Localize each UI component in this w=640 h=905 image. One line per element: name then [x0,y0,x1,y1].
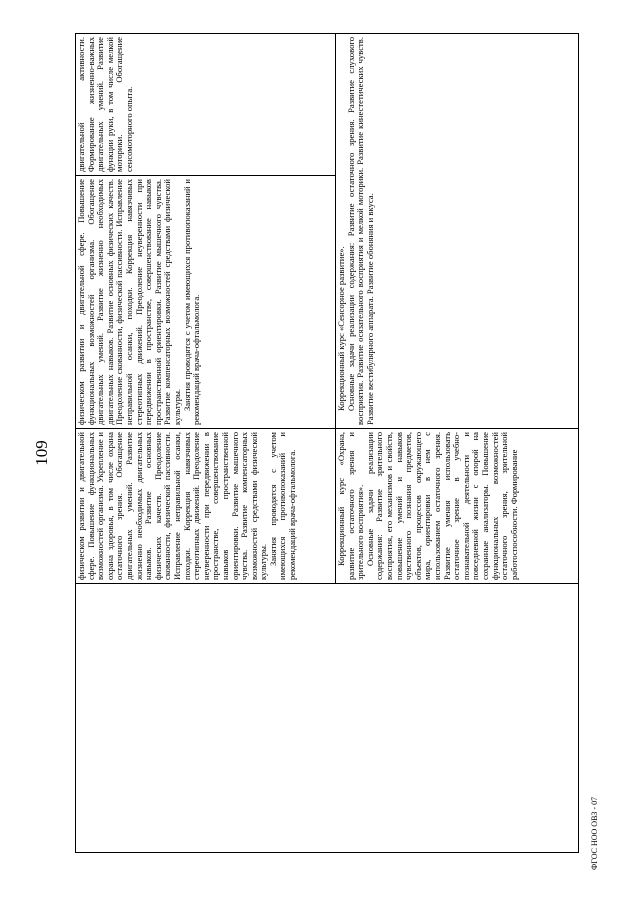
cell-sensory-course [336,34,579,429]
cell-physical-aoop-a [76,429,336,584]
cell-text: физическом развитии и двигательной сфере. Повышение функциональных возможностей организма. Обогащение двигательных умений. Развитие жизненно необходимых двигательных навыков. Развитие основных физических качеств. Преодоление скованности, физической пассивности. Исправление неправильной осанки, походки. Коррекция навязчивых стереотипных движений. Преодоление неуверенности при передвижении в пространстве, совершенствование навыков пространственной ориентировки. Развитие мышечного чувства. Развитие компенсаторных возможностей средствами физической культуры. [76,179,182,425]
cell-text: Коррекционный курс «Охрана, развитие остаточного зрения и зрительного восприятия». [336,432,366,580]
page-number: 109 [32,440,51,466]
cell-text: Занятия проводятся с учетом имеющихся противопоказаний и рекомендаций врача-офтальмолога. [181,179,202,425]
cell-text: Коррекционный курс «Сенсорное развитие». [336,246,346,411]
table-row [76,34,336,853]
cell-vision-course [336,429,579,584]
cell-physical-aoop-b [76,176,336,429]
cell-text: двигательной активности. Формирование жизненно-важных двигательных умений. Развитие функции руки, в том числе мелкой моторики. Обогащение сенсомоторного опыта. [76,37,134,172]
cell-text: Основные задачи реализации содержания: Развитие зрительного восприятия, его механизмов и свойств, повышение умений и навыков чувственного познания предметов, объектов, процессов окружающего мира, ориентировки в нем с использованием остаточного зрения. Развитие умения использовать остаточное зрение в учебно-познавательной деятельности и повседневной жизни с опорой на сохранные анализаторы. Повышение функциональных возможностей остаточного зрения, зрительной работоспособности. Формирование [364,432,519,580]
rotated-table [75,37,579,853]
empty-cell [76,584,579,853]
cell-text: Основные задачи реализации содержания: Развитие остаточного зрения. Развитие слухового восприятия. Развитие осязательного восприятия и мелкой моторики. Развитие кинестетических чувств. Развитие вестибулярного аппарата. Развитие обоняния и вкуса. [345,37,375,425]
cell-physical-aoop-c [76,34,336,176]
cell-text: Занятия проводятся с учетом имеющихся противопоказаний и рекомендаций врача-офтальмолога. [267,432,298,580]
document-footer: ФГОС НОО ОВЗ - 07 [590,796,599,870]
curriculum-table [75,33,579,853]
cell-text: физическом развитии и двигательной сфере. Повышение функциональных возможностей организма. Укрепление и охрана здоровья, в том числе охрана остаточного зрения. Обогащение двигательных умений. Развитие жизненно необходимых двигательных навыков. Развитие основных физических качеств. Преодоление скованности, физической пассивности. Исправление неправильной осанки, походки. Коррекция навязчивых стереотипных движений. Преодоление неуверенности при передвижении в пространстве, совершенствование навыков пространственной ориентировки. Развитие мышечного чувства. Развитие компенсаторных возможностей средствами физической культуры. [76,432,269,580]
